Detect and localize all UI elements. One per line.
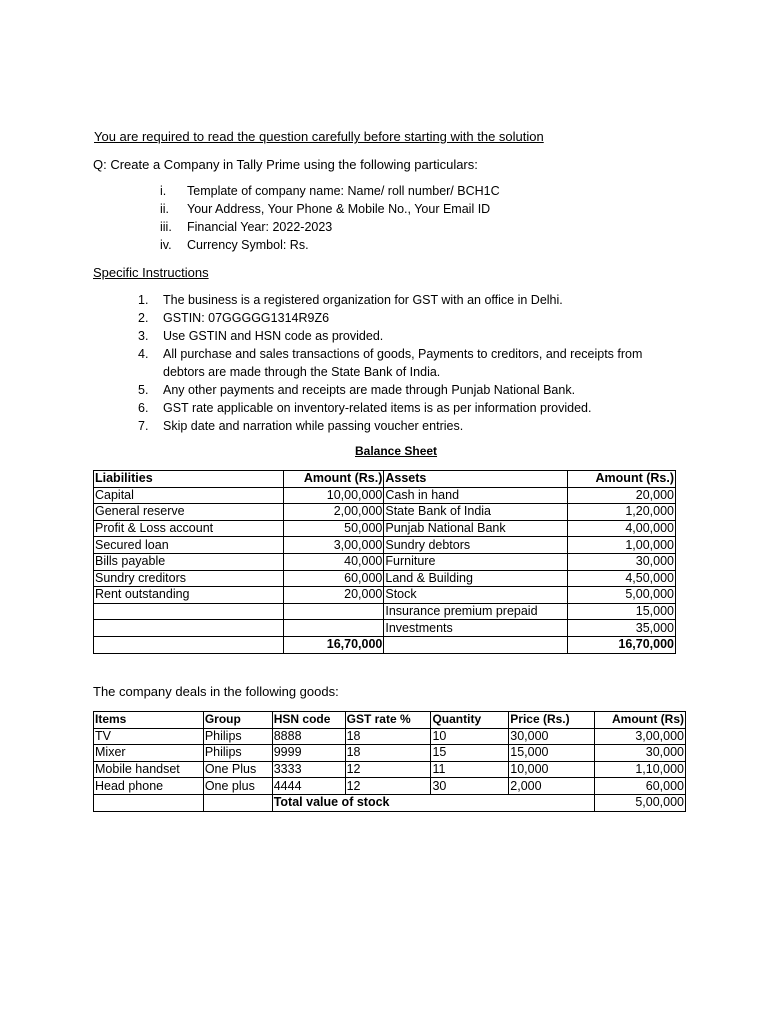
table-cell: 15 (431, 745, 509, 762)
table-cell: TV (94, 728, 204, 745)
table-row (94, 520, 676, 537)
table-cell: Investments (384, 620, 568, 637)
table-cell: 20,000 (568, 487, 676, 504)
table-cell: 30,000 (509, 728, 595, 745)
table-cell: 60,000 (595, 778, 686, 795)
table-row (94, 620, 676, 637)
table-cell: Mixer (94, 745, 204, 762)
table-cell (94, 603, 284, 620)
table-cell: 3,00,000 (595, 728, 686, 745)
table-cell: 35,000 (568, 620, 676, 637)
table-row (94, 570, 676, 587)
table-cell: One Plus (203, 761, 272, 778)
question-text: Q: Create a Company in Tally Prime using the following particulars: (93, 157, 478, 172)
table-cell (283, 603, 384, 620)
instruction-heading: You are required to read the question carefully before starting with the solution (94, 129, 544, 144)
table-cell: Bills payable (94, 553, 284, 570)
table-cell: Philips (203, 745, 272, 762)
table-cell (94, 794, 204, 811)
table-cell: 40,000 (283, 553, 384, 570)
col-price: Price (Rs.) (509, 712, 595, 729)
table-cell: State Bank of India (384, 504, 568, 521)
table-cell: Sundry debtors (384, 537, 568, 554)
list-item: 2. GSTIN: 07GGGGG1314R9Z6 (138, 311, 330, 325)
total-cell: 16,70,000 (568, 636, 676, 653)
col-amount: Amount (Rs.) (283, 471, 384, 488)
table-cell (94, 620, 284, 637)
table-cell: 60,000 (283, 570, 384, 587)
col-hsn: HSN code (272, 712, 345, 729)
table-cell: Sundry creditors (94, 570, 284, 587)
table-cell: 18 (345, 728, 431, 745)
document-page: You are required to read the question carefully before starting with the solution Q: Create a Company in Tally Prime using the following particulars: i. Template of company name: Name/ roll number/ BCH1C ii. Your Address, Your Phone & Mobile No., Your Email ID iii. Financial Year: 2022-2023 iv. Currency Symbol: Rs. Specific Instructions 1. The business is a registered organization for GST with an office in Delhi. 2. GSTIN: 07GGGGG1314R9Z6 3. Use GSTIN and HSN code as provided. 4. All purchase and sales transactions of goods, Payments to creditors, and receipts from debtors are made through the State Bank of India. 5. Any other payments and receipts are made through Punjab National Bank. 6. GST rate applicable on inventory-related items is as per information provided. 7. Skip date and narration while passing voucher entries. Balance Sheet Liabilities Amount (Rs.) Assets Amount (Rs.) Capital 10,00,000 Cash in hand 20,000 General reserve 2,00,000 State Bank of India 1,20,000 Profit & Loss account 50,000 Punjab National Bank 4,00,000 Secured loan 3,00,000 Sundry debtors 1,00,000 Bills payable 40,000 Furniture 30,000 Sundry creditors 60,000 Land & Building 4,50,000 Rent outstanding 20,000 Stock 5,00,000 Insurance premium prepaid 15,000 Investments 35,000 16,70,000 16,70,000 The company deals in the following goods: Items Group HSN code GST rate % Quantity Price (Rs.) Amount (Rs) TV Philips 8888 18 10 30,000 3,00,000 Mixer Philips 9999 18 15 15,000 30,000 Mobile handset One Plus 3333 12 11 10,000 1,10,000 Head phone One plus 4444 12 30 2,000 60,000 Total value of stock 5,00,000 (0, 0, 768, 1024)
list-item: 7. Skip date and narration while passing voucher entries. (138, 419, 464, 433)
total-cell (94, 636, 284, 653)
table-header-row (94, 712, 686, 729)
col-assets: Assets (384, 471, 568, 488)
table-cell: Secured loan (94, 537, 284, 554)
col-items: Items (94, 712, 204, 729)
list-item: 4. All purchase and sales transactions of goods, Payments to creditors, and receipts from debtors are made through the State Bank of India. (138, 347, 643, 379)
col-gst: GST rate % (345, 712, 431, 729)
col-group: Group (203, 712, 272, 729)
table-cell: Rent outstanding (94, 587, 284, 604)
total-cell: 16,70,000 (283, 636, 384, 653)
table-cell: 10 (431, 728, 509, 745)
table-cell: 10,000 (509, 761, 595, 778)
table-cell: Cash in hand (384, 487, 568, 504)
table-row (94, 553, 676, 570)
table-cell: Capital (94, 487, 284, 504)
table-cell: 2,000 (509, 778, 595, 795)
table-cell: Stock (384, 587, 568, 604)
total-cell (384, 636, 568, 653)
goods-table (93, 711, 686, 812)
table-cell: 30,000 (595, 745, 686, 762)
table-cell (283, 620, 384, 637)
table-cell: 20,000 (283, 587, 384, 604)
total-label: Total value of stock (272, 794, 594, 811)
table-cell: 3333 (272, 761, 345, 778)
table-row (94, 778, 686, 795)
table-cell: Philips (203, 728, 272, 745)
total-value: 5,00,000 (595, 794, 686, 811)
total-row (94, 794, 686, 811)
col-amount: Amount (Rs.) (568, 471, 676, 488)
table-row (94, 487, 676, 504)
table-cell: General reserve (94, 504, 284, 521)
table-cell: Furniture (384, 553, 568, 570)
balance-sheet-table (93, 470, 676, 654)
table-cell: Mobile handset (94, 761, 204, 778)
table-cell: 9999 (272, 745, 345, 762)
table-header-row (94, 471, 676, 488)
total-row (94, 636, 676, 653)
table-cell: 30,000 (568, 553, 676, 570)
specific-instructions-heading: Specific Instructions (93, 265, 209, 280)
table-cell: One plus (203, 778, 272, 795)
goods-title: The company deals in the following goods: (93, 684, 339, 699)
table-cell: Head phone (94, 778, 204, 795)
table-cell: 10,00,000 (283, 487, 384, 504)
list-item: 5. Any other payments and receipts are made through Punjab National Bank. (138, 383, 576, 397)
table-row (94, 603, 676, 620)
specific-instructions-list (138, 291, 678, 435)
table-cell: 2,00,000 (283, 504, 384, 521)
table-cell: 5,00,000 (568, 587, 676, 604)
list-item: 3. Use GSTIN and HSN code as provided. (138, 329, 384, 343)
list-item: 1. The business is a registered organization for GST with an office in Delhi. (138, 293, 563, 307)
table-row (94, 728, 686, 745)
table-cell: 15,000 (509, 745, 595, 762)
table-cell: 11 (431, 761, 509, 778)
table-cell: 4,00,000 (568, 520, 676, 537)
table-row (94, 745, 686, 762)
table-row (94, 537, 676, 554)
col-liabilities: Liabilities (94, 471, 284, 488)
list-item: 6. GST rate applicable on inventory-related items is as per information provided. (138, 401, 592, 415)
col-quantity: Quantity (431, 712, 509, 729)
table-cell: 50,000 (283, 520, 384, 537)
table-cell: 8888 (272, 728, 345, 745)
table-cell: Punjab National Bank (384, 520, 568, 537)
table-row (94, 761, 686, 778)
table-cell: 18 (345, 745, 431, 762)
table-cell: 1,10,000 (595, 761, 686, 778)
table-cell: 4,50,000 (568, 570, 676, 587)
table-cell: 1,00,000 (568, 537, 676, 554)
table-cell: 30 (431, 778, 509, 795)
table-cell: 12 (345, 778, 431, 795)
table-cell: 1,20,000 (568, 504, 676, 521)
table-cell: Insurance premium prepaid (384, 603, 568, 620)
table-row (94, 504, 676, 521)
table-row (94, 587, 676, 604)
table-cell: 12 (345, 761, 431, 778)
table-cell (203, 794, 272, 811)
table-cell: Land & Building (384, 570, 568, 587)
table-cell: 15,000 (568, 603, 676, 620)
balance-sheet-title: Balance Sheet (355, 444, 438, 458)
table-cell: 3,00,000 (283, 537, 384, 554)
table-cell: 4444 (272, 778, 345, 795)
col-amount: Amount (Rs) (595, 712, 686, 729)
table-cell: Profit & Loss account (94, 520, 284, 537)
